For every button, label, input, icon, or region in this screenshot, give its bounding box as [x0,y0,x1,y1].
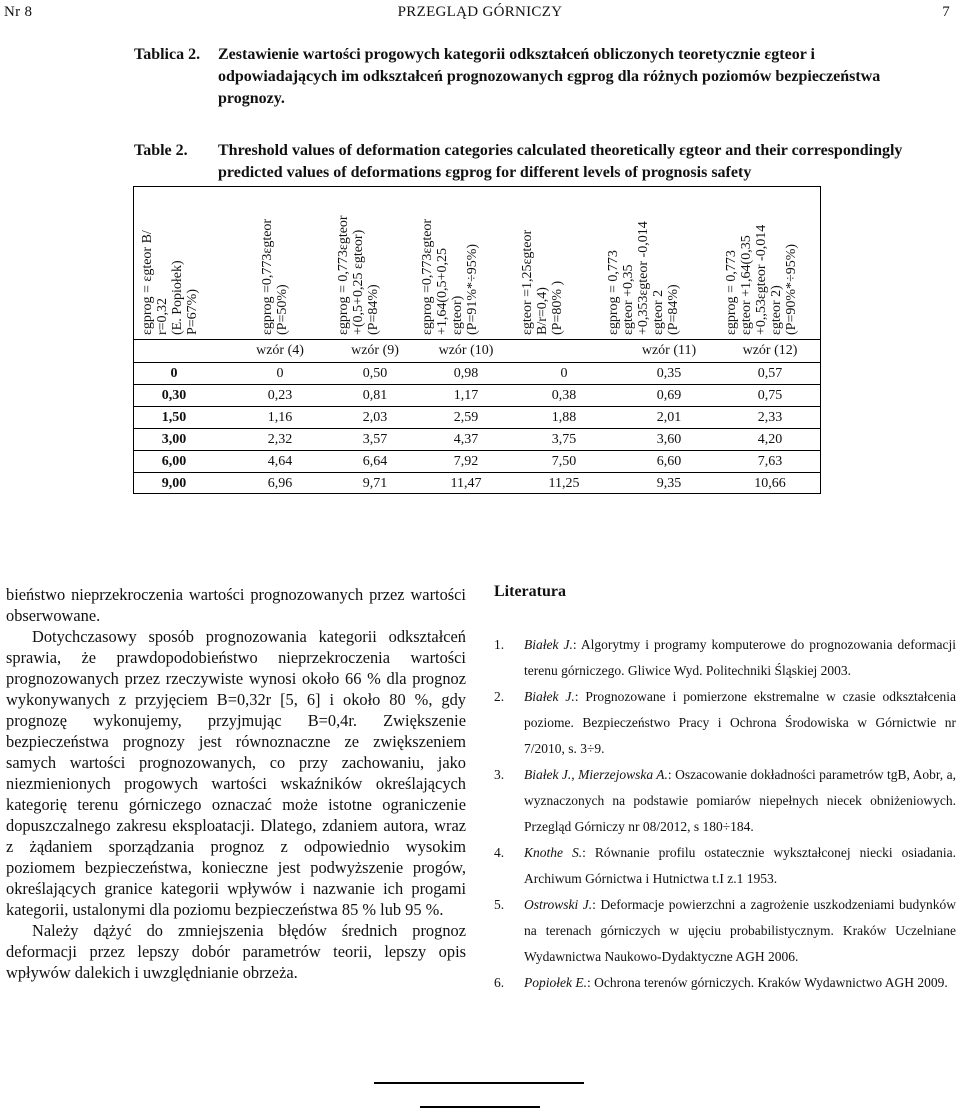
table-cell: 1,17 [453,388,479,403]
header-col-4 [514,187,594,339]
formula-cell: wzór (11) [641,343,697,358]
table-cell: 3,00 [161,432,187,447]
table-cell: 0,50 [362,366,388,381]
table-cell: 0,35 [656,366,682,381]
header-text-6: εgprog = 0,773 εgteor +1,64(0,35 +0,,53εgteor -0,014 εgteor 2) (P=90%*÷95%) [724,224,799,335]
table-cell: 1,88 [551,410,577,425]
formula-cell [134,340,214,362]
table-cell: 7,50 [551,454,577,469]
formula-row [134,340,820,362]
formula-cell: wzór (10) [438,343,494,358]
table-cell: 0 [170,366,178,381]
table-cell: 0,75 [757,388,783,403]
header-text-2: εgprog = 0,773εgteor +(0,5+0,25 εgteor) (P=84%) [336,215,381,335]
header-text-3: εgprog =0,773εgteor +1,64(0,5+0,25 εgteor) (P=91%*÷95%) [420,218,480,335]
table-row [134,451,820,473]
header-col-0 [134,187,224,339]
body-text [6,584,466,983]
header-col-2 [330,187,410,339]
table-cell: 7,92 [453,454,479,469]
table-cell: 1,16 [267,410,293,425]
paragraph-1: bieństwo nieprzekroczenia wartości prognozowanych przez wartości obserwowane. [6,585,466,625]
reference-item: 3. Białek J., Mierzejowska A.: Oszacowanie dokładności parametrów tgB, Aobr, a, wyznaczonych na podstawie pomiarów niepełnych niecek obniżeniowych. Przegląd Górniczy nr 08/2012, s 180÷184. [494,767,956,834]
reference-item: 5. Ostrowski J.: Deformacje powierzchni a zagrożenie uszkodzeniami budynków na terenach górniczych w ujęciu probabilistycznym. Kraków Uczelniane Wydawnictwa Naukowo-Dydaktyczne AGH 2006. [494,897,957,964]
page-number-right: 7 [942,4,950,20]
reference-item: 6. Popiołek E.: Ochrona terenów górniczych. Kraków Wydawnictwo AGH 2009. [494,975,948,990]
table-cell: 0,81 [362,388,388,403]
reference-item: 4. Knothe S.: Równanie profilu ostatecznie wykształconej niecki osiadania. Archiwum Górnictwa i Hutnictwa t.I z.1 1953. [494,845,956,886]
header-text-1: εgprog =0,773εgteor (P=50%) [260,218,290,335]
table-cell: 2,03 [362,410,388,425]
table-cell: 1,50 [161,410,187,425]
table-cell: 9,71 [362,476,388,491]
header-col-6 [718,187,818,339]
table-cell: 0,30 [161,388,187,403]
table-row [134,363,820,385]
table-cell: 6,96 [267,476,293,491]
reference-item: 2. Białek J.: Prognozowane i pomierzone ekstremalne w czasie odkształcenia poziome. Bezpieczeństwo Pracy i Ochrona Środowiska w Górnictwie nr 7/2010, s. 3÷9. [494,689,956,756]
table-cell: 6,64 [362,454,388,469]
table-cell: 3,75 [551,432,577,447]
header-text-5: εgprog = 0,773 εgteor +0,35 +0,353εgteor -0,014 εgteor 2 (P=84%) [606,221,681,335]
table-cell: 3,57 [362,432,388,447]
table-cell: 0,57 [757,366,783,381]
caption-label-pl: Tablica 2. [134,46,201,63]
table-cell: 10,66 [754,476,786,491]
table-cell: 6,60 [656,454,682,469]
table-cell: 9,35 [656,476,682,491]
table-caption-pl [134,44,934,110]
header-text-0: εgprog = εgteor B/ r=0,32 (E. Popiołek) P=67%) [140,230,200,335]
table-cell: 4,20 [757,432,783,447]
literature-title: Literatura [494,583,566,600]
table-row [134,429,820,451]
header-col-5 [600,187,700,339]
table-cell: 2,32 [267,432,293,447]
table-row [134,407,820,429]
journal-title: PRZEGLĄD GÓRNICZY [397,4,563,20]
header-col-1 [254,187,330,339]
table-cell: 0 [276,366,284,381]
table-cell: 2,01 [656,410,682,425]
table-cell: 3,60 [656,432,682,447]
header-text-4: εgteor =1,25εgteor B/r=0,4) (P=80% ) [520,229,565,335]
reference-list [494,632,956,996]
table-cell: 6,00 [161,454,187,469]
table-cell: 0,23 [267,388,293,403]
paragraph-3: Należy dążyć do zmniejszenia błędów średnich prognoz deformacji przez lepszy dobór parametrów teorii, lepszy opis wpływów dalekich i uwzględnianie obrzeża. [6,921,466,982]
caption-text-en: Threshold values of deformation categories calculated theoretically εgteor and their correspondingly predicted values of deformations εgprog for different levels of prognosis safety [218,142,903,181]
table-cell: 0,38 [551,388,577,403]
threshold-table [133,186,821,494]
table-caption-en [134,140,934,184]
table-cell: 11,25 [548,476,580,491]
table-cell: 4,37 [453,432,479,447]
formula-cell [514,340,614,362]
caption-text-pl: Zestawienie wartości progowych kategorii odkształceń obliczonych teoretycznie εgteor i odpowiadających im odkształceń prognozowanych εgprog dla różnych poziomów bezpieczeństwa prognozy. [218,46,881,107]
reference-item: 1. Białek J.: Algorytmy i programy komputerowe do prognozowania deformacji terenu górniczego. Gliwice Wyd. Politechniki Śląskiej 2003. [494,637,956,678]
table-cell: 2,59 [453,410,479,425]
formula-cell: wzór (4) [256,343,304,358]
table-cell: 7,63 [757,454,783,469]
footer-rule [374,1082,584,1084]
table-cell: 0,69 [656,388,682,403]
table-row [134,385,820,407]
header-col-3 [414,187,504,339]
table-cell: 4,64 [267,454,293,469]
paragraph-2: Dotychczasowy sposób prognozowania kategorii odkształceń sprawia, że prawdopodobieństwo nieprzekroczenia wartości prognozowanych przez rzeczywiste wynosi około 66 % dla prognoz wykonywanych z przyjęciem B=0,32r [5, 6] i około 80 %, gdy prognozę wykonujemy, przyjmując B=0,4r. Zwiększenie bezpieczeństwa prognozy jest równoznaczne ze zwiększeniem samych wartości prognozowanych, co przy zachowaniu, jako niezmienionych progowych wartości wskaźników określających kategorię terenu górniczego oznaczać może istotne ograniczenie dopuszczalnego zakresu eksploatacji. Dlatego, zdaniem autora, wraz z żądaniem sporządzania prognoz z odpowiednio wysokim poziomem bezpieczeństwa, konieczne jest podwyższenie progów, określających granice kategorii wpływów i nazwanie ich progami kategorii, ustalonymi dla poziomu bezpieczeństwa 85 % lub 95 %. [6,627,466,919]
table-cell: 11,47 [450,476,482,491]
table-cell: 0,98 [453,366,479,381]
table-cell: 2,33 [757,410,783,425]
page-number-left: Nr 8 [4,4,33,20]
table-row [134,473,820,495]
table-cell: 9,00 [161,476,187,491]
caption-label-en: Table 2. [134,142,188,159]
formula-cell: wzór (12) [742,343,798,358]
table-cell: 0 [560,366,568,381]
formula-cell: wzór (9) [351,343,399,358]
